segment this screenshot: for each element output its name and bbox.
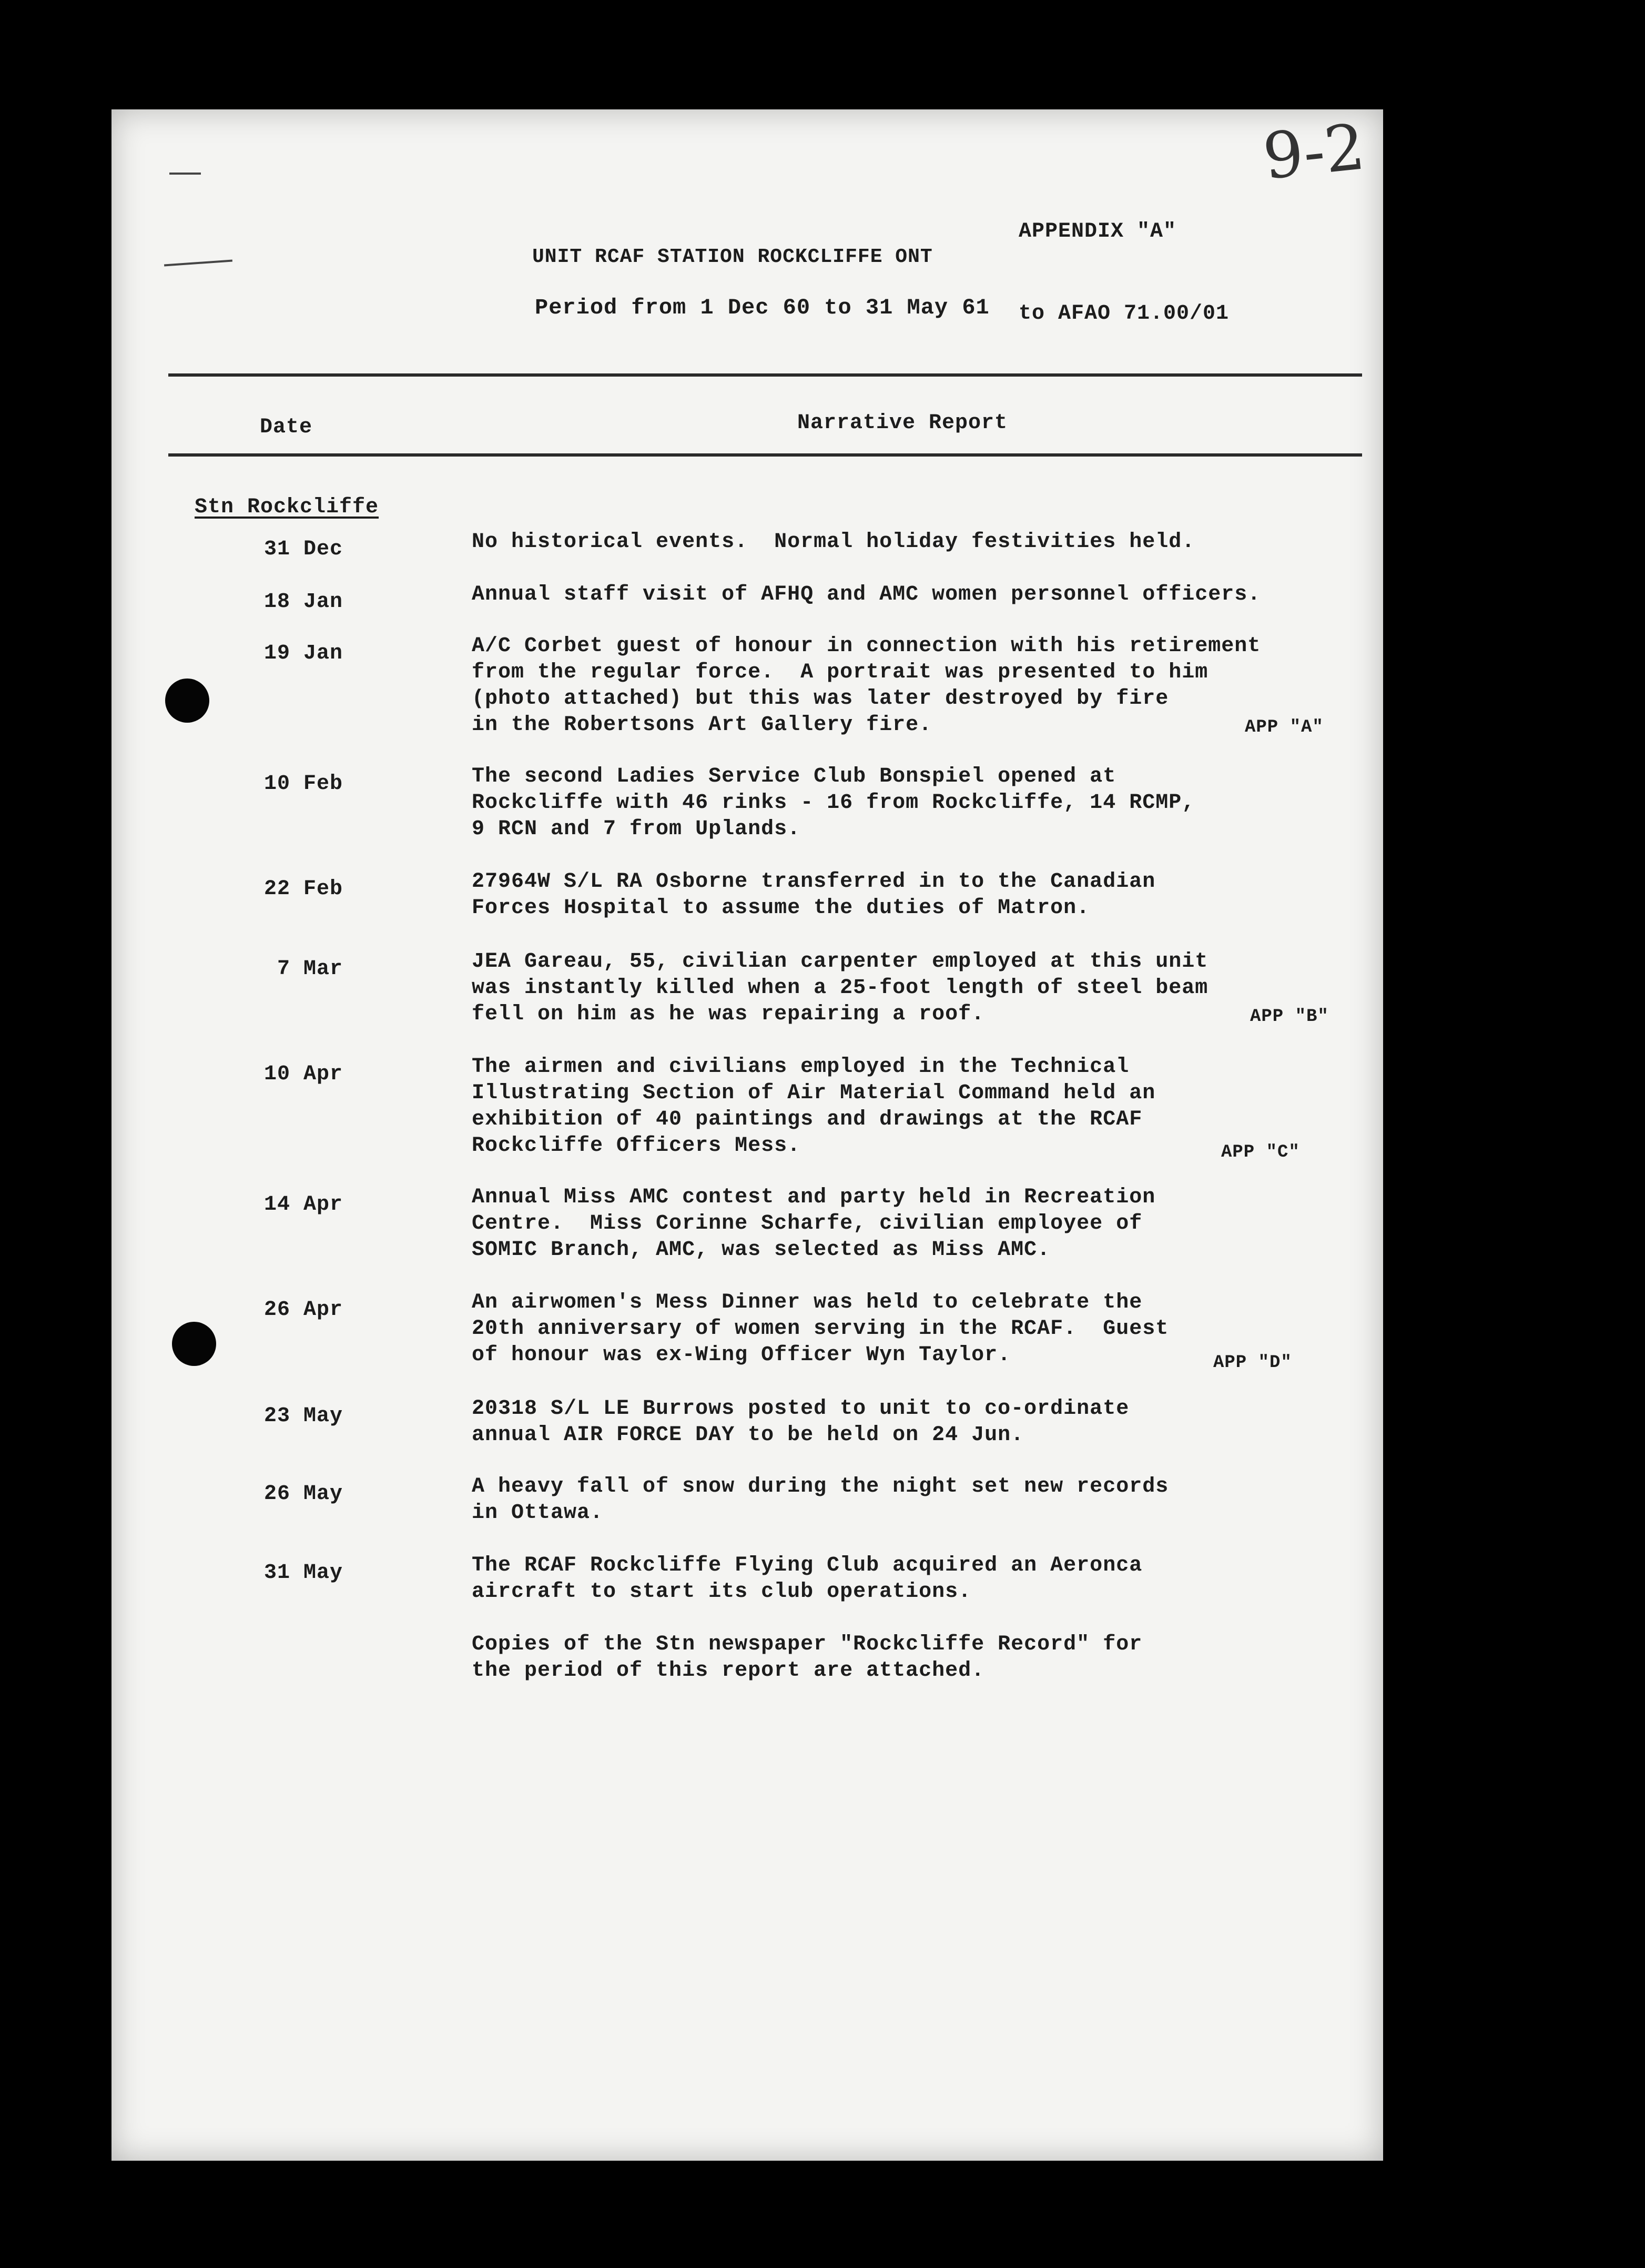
entry-text-line: was instantly killed when a 25-foot length of steel beam	[472, 976, 1209, 1000]
entry-text-line: JEA Gareau, 55, civilian carpenter employed at this unit	[472, 950, 1209, 974]
entry-text-line: Centre. Miss Corinne Scharfe, civilian employee of	[472, 1212, 1143, 1236]
entry-text-line: Rockcliffe with 46 rinks - 16 from Rockcliffe, 14 RCMP,	[472, 791, 1195, 815]
entry-text-line: The airmen and civilians employed in the Technical	[472, 1055, 1130, 1079]
appendix-line-2: to AFAO 71.00/01	[1019, 302, 1230, 326]
column-header-narrative: Narrative Report	[797, 411, 1008, 435]
entry-date: 10 Feb	[263, 772, 343, 796]
entry-text-line: The second Ladies Service Club Bonspiel opened at	[472, 765, 1116, 788]
report-period: Period from 1 Dec 60 to 31 May 61	[535, 295, 990, 320]
entry-text-line: SOMIC Branch, AMC, was selected as Miss AMC.	[472, 1238, 1051, 1262]
entry-text-line: (photo attached) but this was later destroyed by fire	[472, 687, 1169, 711]
appendix-attachment-ref: APP "B"	[1250, 1007, 1329, 1027]
entry-text-line: 20th anniversary of women serving in the RCAF. Guest	[472, 1317, 1169, 1341]
entry-text-line: aircraft to start its club operations.	[472, 1580, 972, 1604]
entry-date: 23 May	[263, 1404, 343, 1428]
entry-date: 26 May	[263, 1482, 343, 1506]
margin-mark	[169, 173, 201, 175]
entry-text-line: Copies of the Stn newspaper "Rockcliffe Record" for	[472, 1633, 1143, 1656]
appendix-line-1: APPENDIX "A"	[1019, 220, 1177, 244]
entry-text-line: Rockcliffe Officers Mess.	[472, 1134, 801, 1158]
entry-text-line: A/C Corbet guest of honour in connection with his retirement	[472, 634, 1261, 658]
entry-text-line: in the Robertsons Art Gallery fire.	[472, 713, 932, 737]
entry-date: 31 Dec	[263, 538, 343, 561]
punch-hole	[172, 1322, 216, 1366]
appendix-attachment-ref: APP "D"	[1213, 1353, 1292, 1373]
entry-text-line: Illustrating Section of Air Material Command held an	[472, 1081, 1156, 1105]
document-page	[111, 109, 1383, 2161]
punch-hole	[165, 679, 209, 723]
entry-text-line: Annual staff visit of AFHQ and AMC women personnel officers.	[472, 583, 1261, 606]
header-rule-top	[168, 373, 1362, 377]
entry-date: 19 Jan	[263, 642, 343, 665]
entry-text-line: 9 RCN and 7 from Uplands.	[472, 817, 801, 841]
entry-text-line: of honour was ex-Wing Officer Wyn Taylor.	[472, 1343, 1011, 1367]
entry-date: 14 Apr	[263, 1193, 343, 1217]
entry-text-line: Annual Miss AMC contest and party held in Recreation	[472, 1186, 1156, 1209]
entry-text-line: from the regular force. A portrait was presented to him	[472, 661, 1209, 684]
entry-date: 7 Mar	[277, 957, 343, 981]
entry-text-line: 27964W S/L RA Osborne transferred in to the Canadian	[472, 870, 1156, 894]
entry-date: 31 May	[263, 1561, 343, 1585]
entry-text-line: The RCAF Rockcliffe Flying Club acquired an Aeronca	[472, 1554, 1143, 1577]
entry-text-line: 20318 S/L LE Burrows posted to unit to co-ordinate	[472, 1397, 1130, 1421]
entry-date: 26 Apr	[263, 1298, 343, 1322]
entry-text-line: Forces Hospital to assume the duties of Matron.	[472, 896, 1090, 920]
entry-text-line: in Ottawa.	[472, 1501, 604, 1525]
entry-text-line: exhibition of 40 paintings and drawings at the RCAF	[472, 1108, 1143, 1131]
margin-mark	[164, 259, 232, 266]
appendix-attachment-ref: APP "A"	[1245, 717, 1324, 737]
entry-text-line: annual AIR FORCE DAY to be held on 24 Jun.	[472, 1423, 1024, 1447]
entry-text-line: No historical events. Normal holiday festivities held.	[472, 530, 1195, 554]
entry-date: 22 Feb	[263, 877, 343, 901]
entry-text-line: A heavy fall of snow during the night set new records	[472, 1475, 1169, 1498]
column-header-date: Date	[260, 416, 313, 439]
entry-date: 10 Apr	[263, 1062, 343, 1086]
entry-text-line: fell on him as he was repairing a roof.	[472, 1003, 985, 1026]
unit-title: UNIT RCAF STATION ROCKCLIFFE ONT	[532, 246, 933, 268]
entry-date: 18 Jan	[263, 590, 343, 614]
entry-text-line: the period of this report are attached.	[472, 1659, 985, 1683]
header-rule-bottom	[168, 453, 1362, 457]
entry-text-line: An airwomen's Mess Dinner was held to celebrate the	[472, 1291, 1143, 1314]
appendix-reference	[1019, 165, 1229, 381]
handwritten-page-number: 9-2	[1260, 110, 1368, 194]
section-heading: Stn Rockcliffe	[195, 495, 379, 519]
appendix-attachment-ref: APP "C"	[1221, 1142, 1300, 1162]
